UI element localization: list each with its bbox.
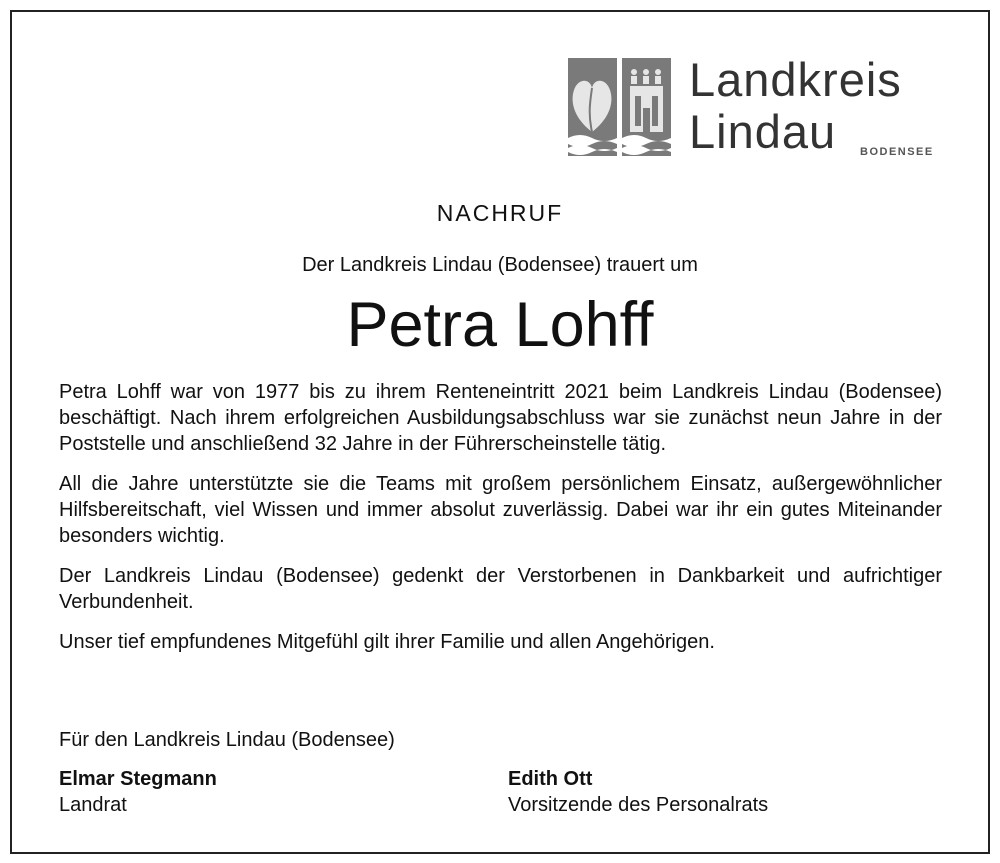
signatory-role: Vorsitzende des Personalrats [508, 794, 769, 816]
deceased-name: Petra Lohff [346, 290, 654, 360]
church-crest-icon [622, 58, 671, 156]
logo-title-line1: Landkreis [689, 53, 902, 106]
intro-line: Der Landkreis Lindau (Bodensee) trauert um [302, 254, 698, 276]
signatory-left [59, 766, 217, 818]
body-paragraph: Petra Lohff war von 1977 bis zu ihrem Renteneintritt 2021 beim Landkreis Lindau (Bodensee) beschäftigt. Nach ihrem erfolgreichen Ausbildungsabschluss war sie zunächst neun Jahre in der Poststelle und anschließend 32 Jahre in der Führerscheinstelle tätig. [59, 381, 942, 455]
body-paragraph: Der Landkreis Lindau (Bodensee) gedenkt der Verstorbenen in Dankbarkeit und aufrichtiger Verbundenheit. [59, 565, 942, 613]
signatory-role: Landrat [59, 794, 127, 816]
notice-heading: NACHRUF [436, 200, 564, 226]
logo-title-line2: Lindau [689, 105, 837, 158]
body-paragraph: Unser tief empfundenes Mitgefühl gilt ihrer Familie und allen Angehörigen. [59, 631, 715, 653]
landkreis-logo [568, 53, 948, 158]
on-behalf-line: Für den Landkreis Lindau (Bodensee) [59, 729, 395, 751]
notice-body [59, 379, 942, 669]
linden-leaf-crest-icon [568, 58, 617, 156]
body-paragraph: All die Jahre unterstützte sie die Teams mit großem persönlichem Einsatz, außergewöhnlicher Hilfsbereitschaft, viel Wissen und immer absolut zuverlässig. Dabei war ihr ein gutes Miteinander besonders wichtig. [59, 473, 942, 547]
signatory-name: Edith Ott [508, 768, 593, 790]
signatory-right [508, 766, 768, 818]
logo-subtitle: BODENSEE [860, 146, 934, 158]
signatory-name: Elmar Stegmann [59, 768, 217, 790]
